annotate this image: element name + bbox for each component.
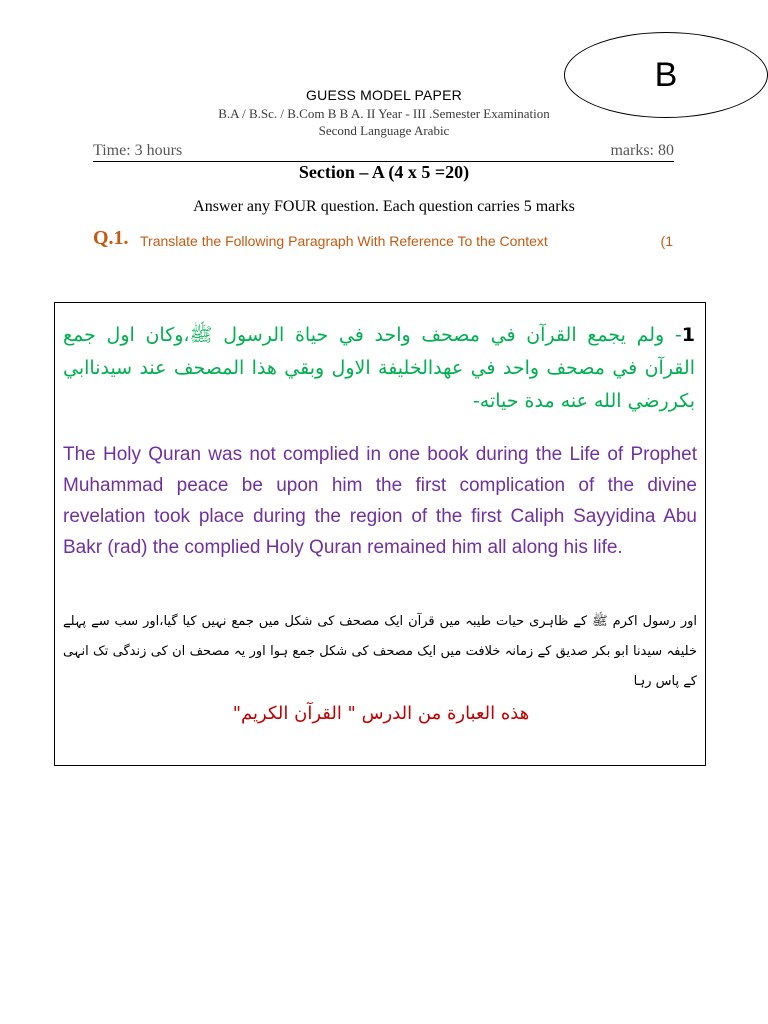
arabic-passage-text: - ولم يجمع القرآن في مصحف واحد في حياة الرسول ﷺ،وكان اول جمع القرآن في مصحف واحد في عهدالخليفة الاول وبقي هذا المصحف عند سيدناابي بكررضي الله عنه مدة حياته- (63, 324, 695, 412)
english-translation: The Holy Quran was not complied in one book during the Life of Prophet Muhammad peace be upon him the first complication of the divine revelation took place during the region of the first Caliph Sayyidina Abu Bakr (rad) the complied Holy Quran remained him all along his life. (63, 444, 697, 558)
paper-set-badge: B (564, 32, 768, 118)
arabic-passage (63, 319, 695, 418)
subject-name: Second Language Arabic (318, 123, 450, 138)
question-number: Q.1. (93, 227, 129, 249)
passage-box (54, 302, 706, 766)
paper-title: GUESS MODEL PAPER (306, 87, 462, 103)
marks-label: marks: 80 (610, 142, 674, 159)
question-marks: (1 (660, 233, 673, 249)
section-title: Section – A (4 x 5 =20) (298, 162, 470, 182)
urdu-translation: اور رسول اکرم ﷺ کے ظاہری حیات طیبہ میں قرآن ایک مصحف کی شکل میں جمع نہیں کیا گیا،اور سب سے پہلے خلیفہ سیدنا ابو بکر صدیق کے زمانہ خلافت میں ایک مصحف کی شکل جمع ہوا اور یہ مصحف ان کی زندگی تک انہی کے پاس رہا (63, 614, 697, 689)
time-marks-row (93, 141, 674, 162)
question-text: Translate the Following Paragraph With Reference To the Context (140, 233, 548, 249)
time-label: Time: 3 hours (93, 142, 183, 159)
reference-line: هذه العبارة من الدرس " القرآن الكريم" (232, 703, 530, 724)
section-instructions: Answer any FOUR question. Each question carries 5 marks (193, 198, 575, 215)
exam-subtitle: B.A / B.Sc. / B.Com B B A. II Year - III .Semester Examination (218, 106, 550, 121)
question-row (93, 227, 673, 255)
passage-item-number: 1 (681, 324, 695, 346)
